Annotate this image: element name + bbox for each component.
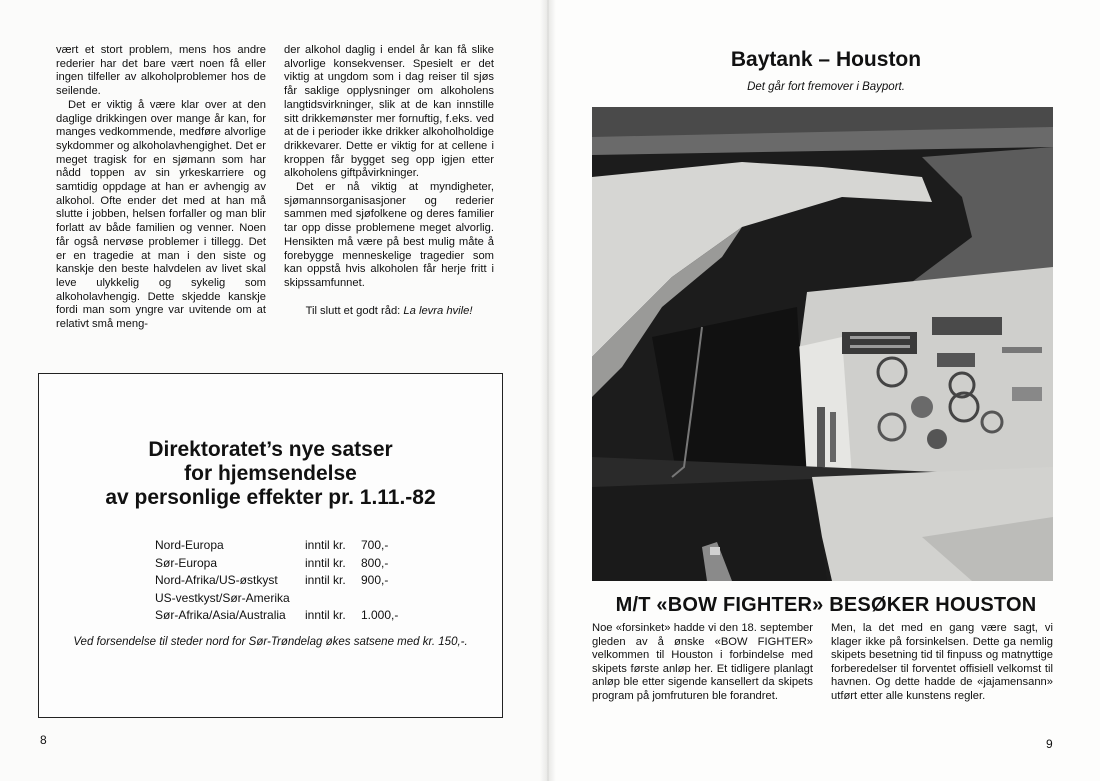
paragraph: der alkohol daglig i endel år kan få slike alvorlige konsekvenser. Spesielt er det viktig at ungdom som i dag reiser til sjøs får saklige opplysninger om alkoholens langtidsvirkninger, slik at de kan innstille sitt drikkemønster mer fornuftig, f.eks. ved at de i perioder ikke drikker alkoholholdige drikkevarer. Dette er viktig for at cellene i kroppen får bygget seg opp igjen etter alkoholens giftpåvirkninger. — [284, 44, 494, 180]
aerial-harbor-photo — [592, 107, 1053, 581]
rates-footnote: Ved forsendelse til steder nord for Sør-Trøndelag økes satsene med kr. 150,-. — [73, 636, 468, 648]
closing-line — [284, 305, 494, 319]
page-number: 9 — [1046, 737, 1053, 751]
paragraph: vært et stort problem, mens hos andre rederier har det bare vært noen få eller ingen tilfeller av alkoholproblemer hos de seilende. — [56, 44, 266, 98]
closing-prefix: Til slutt et godt råd: — [305, 304, 404, 317]
rates-notice-title — [39, 438, 502, 510]
article-column-2 — [831, 622, 1053, 703]
rate-region: Sør-Europa — [155, 555, 218, 570]
rate-prefix: inntil kr. — [305, 608, 346, 622]
page-title: Baytank – Houston — [730, 48, 922, 71]
page-number: 8 — [40, 733, 47, 747]
rate-amount: 700,- — [361, 538, 389, 552]
rate-row — [155, 555, 398, 573]
rate-prefix — [305, 590, 361, 608]
rate-region: Sør-Afrika/Asia/Australia — [155, 608, 286, 622]
article-headline: M/T «BOW FIGHTER» BESØKER HOUSTON — [615, 594, 1037, 616]
paragraph: Det er nå viktig at myndigheter, sjømannsorganisasjoner og rederier sammen med sjøfolkene og deres familier tar opp disse problemene meget alvorlig. Hensikten må være på best mulig måte å forebygge menneskelige tragedier som kan oppstå hvis alkoholen får herje fritt i skipssamfunnet. — [284, 181, 494, 289]
page-subtitle: Det går fort fremover i Bayport. — [747, 81, 905, 93]
closing-advice: La levra hvile! — [403, 304, 473, 317]
rate-region: Nord-Europa — [155, 538, 224, 552]
rate-row — [155, 572, 398, 590]
rate-amount: 800,- — [361, 555, 389, 570]
rate-region: Nord-Afrika/US-østkyst — [155, 573, 278, 587]
paragraph: Men, la det med en gang være sagt, vi klager ikke på forsinkelsen. Dette ga nemlig skipets besetning tid til finpuss og matnyttige forberedelser til forventet offisiell velkomst til havnen. Og dette hadde de «jajamensann» utført etter alle kunstens regler. — [831, 622, 1053, 702]
title-line: Direktoratet’s nye satser — [148, 438, 393, 461]
paragraph: Noe «forsinket» hadde vi den 18. september gleden av å ønske «BOW FIGHTER» velkommen til Houston i forbindelse med skipets første anløp her. Et tidligere planlagt anløp ble etter sigende kansellert da skipets program på jomfruturen ble forandret. — [592, 622, 813, 702]
rate-prefix: inntil kr. — [305, 555, 346, 570]
title-line: av personlige effekter pr. 1.11.-82 — [105, 486, 436, 509]
rates-table — [155, 537, 398, 625]
paragraph: Det er viktig å være klar over at den daglige drikkingen over mange år kan, for manges vedkommende, medføre alvorlige sykdommer og alkoholavhengighet. Det er meget tragisk for en sjømann som har nådd toppen av sin yrkeskarriere og samtidig oppdage at han er avhengig av alkohol. Ofte ender det med at han må slutte i jobben, helsen forfaller og man blir forlatt av både familien og venner. Noen får også nervøse problemer i tillegg. Det er en tragedie at man i den siste og kanskje den beste halvdelen av livet skal leve ulykkelig og sykelig som alkoholavhengig. Dette skjedde kanskje fordi man som yngre var uvitende om at relativt små meng- — [56, 98, 266, 331]
rate-amount: 900,- — [361, 573, 389, 587]
rates-notice-box — [38, 373, 503, 718]
rate-region: US-vestkyst/Sør-Amerika — [155, 590, 290, 605]
book-gutter — [540, 0, 556, 781]
rate-row — [155, 537, 398, 555]
rate-prefix: inntil kr. — [305, 573, 346, 587]
title-line: for hjemsendelse — [184, 462, 357, 485]
rate-row — [155, 607, 398, 625]
rate-row — [155, 590, 398, 608]
rate-prefix: inntil kr. — [305, 538, 346, 552]
article-column-1 — [56, 44, 266, 332]
article-column-2 — [284, 44, 494, 318]
rate-amount: 1.000,- — [361, 608, 399, 622]
article-column-1 — [592, 622, 813, 703]
